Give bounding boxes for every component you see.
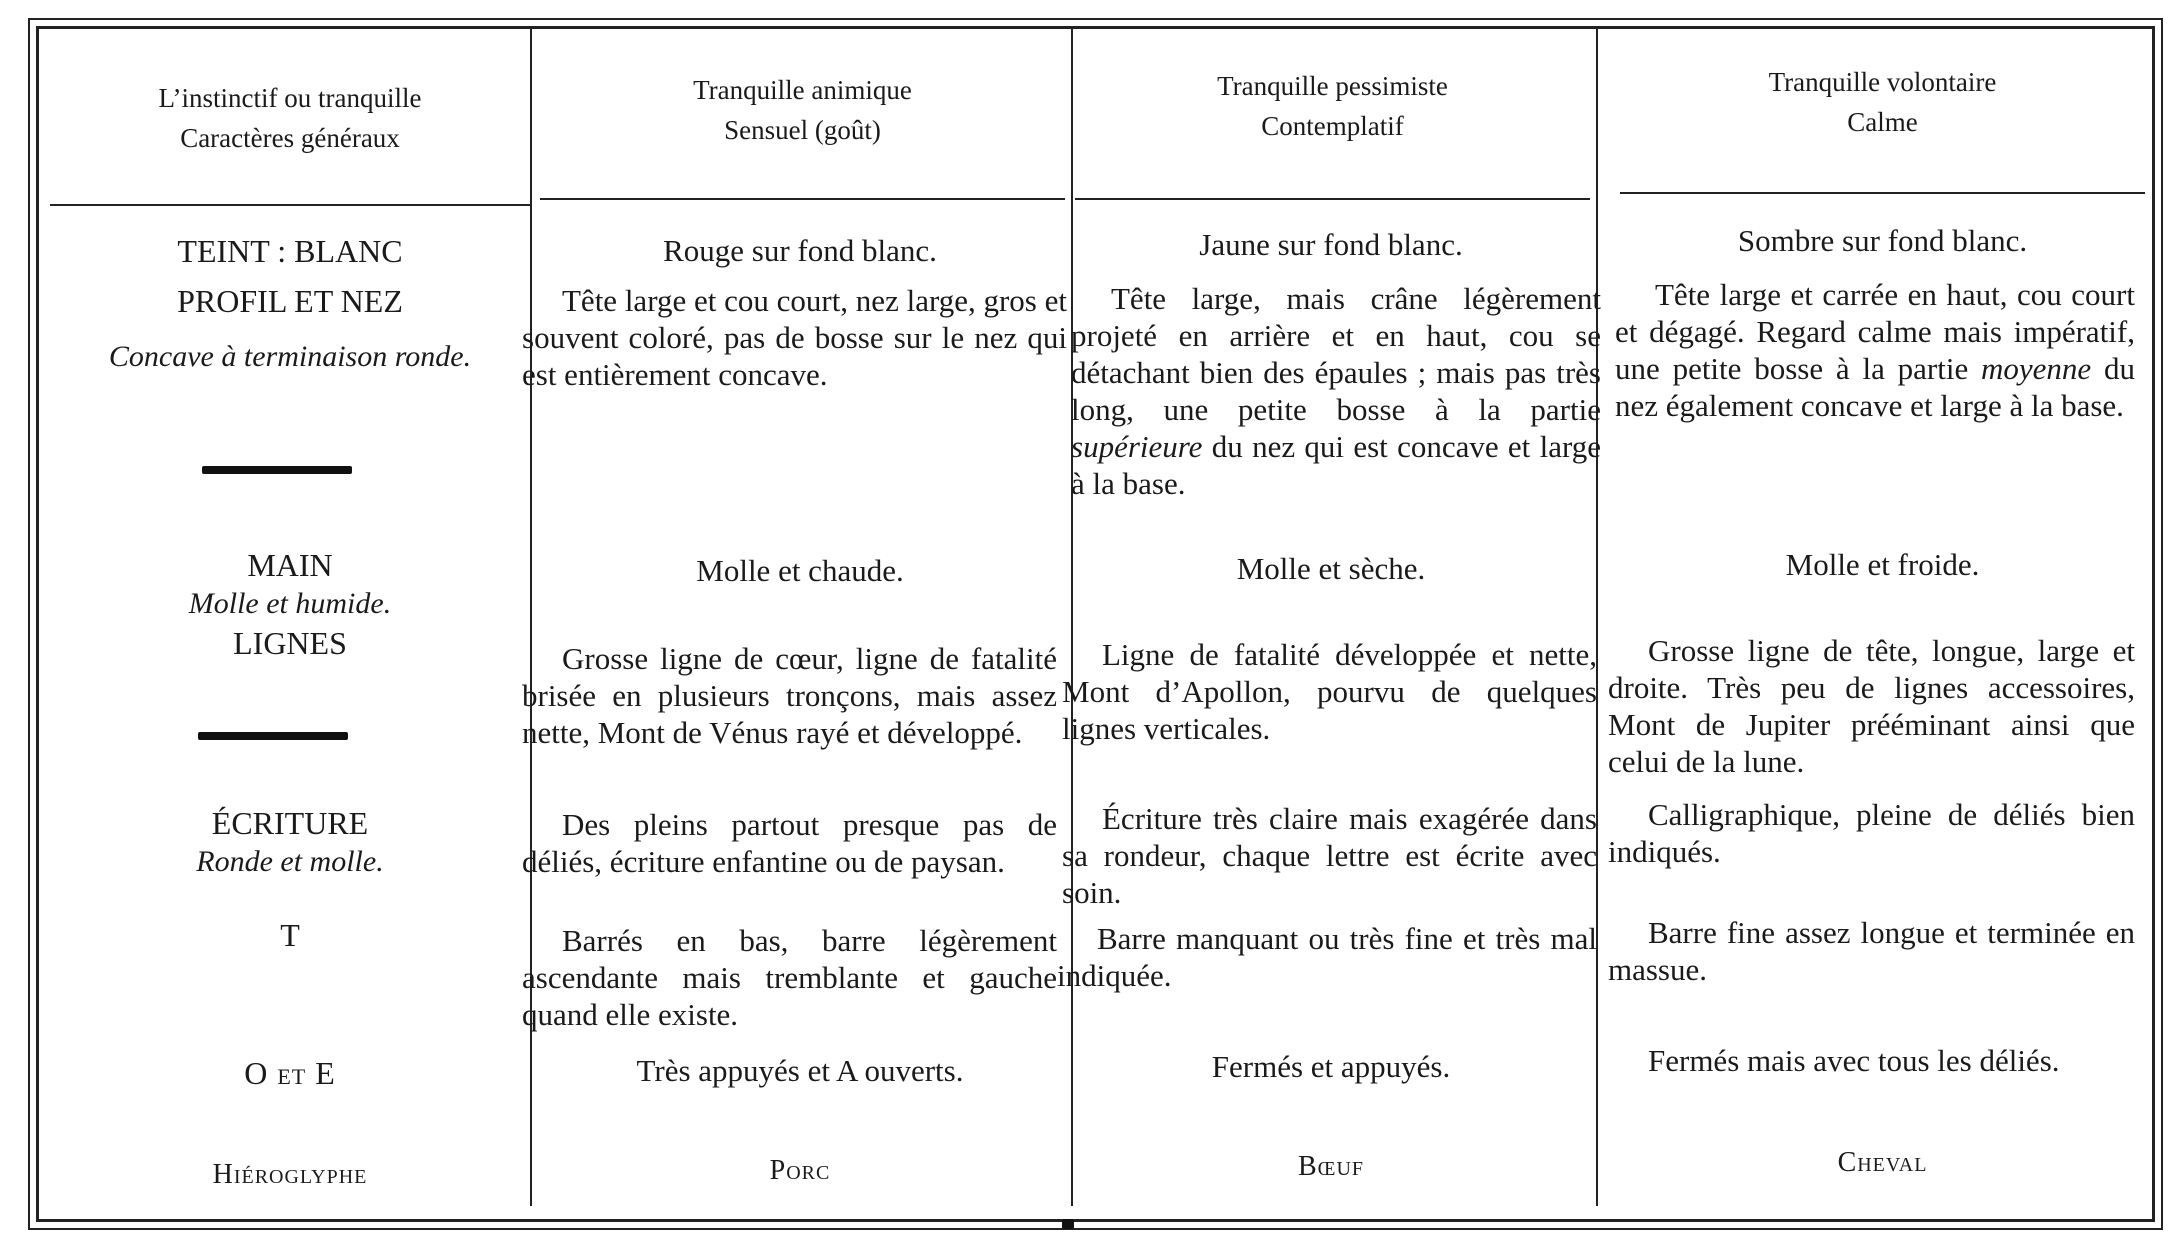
animique-hieroglyphe: Porc <box>769 1155 831 1186</box>
volontaire-hieroglyphe: Cheval <box>1837 1147 1928 1178</box>
label-o-et-e: O et E <box>244 1055 336 1091</box>
volontaire-profil-a: Tête large et carrée en haut, cou court et dégagé. Regard calme mais impératif, une petite bosse à la partie <box>1615 277 2135 386</box>
animique-teint: Rouge sur fond blanc. <box>663 233 937 268</box>
label-lignes: LIGNES <box>233 625 347 661</box>
label-teint: TEINT : BLANC <box>177 233 403 269</box>
animique-t: Barrés en bas, barre légèrement ascendante mais tremblante et gauche quand elle existe. <box>522 923 1057 1032</box>
header-separator <box>1620 192 2145 194</box>
pessimiste-lignes: Ligne de fatalité développée et nette, Mont d’Apollon, pourvu de quelques lignes verticales. <box>1062 637 1597 746</box>
volontaire-profil-b: du nez également concave et large à la base. <box>1615 351 2136 423</box>
volontaire-t: Barre fine assez longue et terminée en massue. <box>1608 915 2135 987</box>
header-general-line1: L’instinctif ou tranquille <box>158 83 422 113</box>
volontaire-teint: Sombre sur fond blanc. <box>1737 223 2028 258</box>
pessimiste-oe: Fermés et appuyés. <box>1211 1049 1451 1084</box>
volontaire-oe: Fermés mais avec tous les déliés. <box>1648 1043 2060 1078</box>
header-general <box>50 78 530 158</box>
pessimiste-ecriture: Écriture très claire mais exagérée dans sa rondeur, chaque lettre est écrite avec soin. <box>1062 801 1597 910</box>
pessimiste-profil-b: du nez qui est concave et large à la base. <box>1071 429 1601 501</box>
header-volontaire-line1: Tranquille volontaire <box>1768 67 1997 97</box>
header-animique <box>540 70 1065 150</box>
animique-main: Molle et chaude. <box>696 553 904 588</box>
volontaire-profil-italic: moyenne <box>1981 351 2092 386</box>
header-animique-line2: Sensuel (goût) <box>724 115 881 145</box>
header-general-line2: Caractères généraux <box>180 123 400 153</box>
header-pessimiste <box>1075 66 1590 146</box>
header-separator <box>1075 198 1590 200</box>
label-profil: PROFIL ET NEZ <box>177 283 403 319</box>
label-t: T <box>280 917 300 953</box>
header-pessimiste-line2: Contemplatif <box>1261 111 1404 141</box>
label-main: MAIN <box>247 547 333 583</box>
label-main-sub: Molle et humide. <box>188 587 392 620</box>
label-ecriture-sub: Ronde et molle. <box>196 845 384 878</box>
pessimiste-teint: Jaune sur fond blanc. <box>1199 227 1463 262</box>
volontaire-ecriture: Calligraphique, pleine de déliés bien indiqués. <box>1608 797 2135 869</box>
pessimiste-main: Molle et sèche. <box>1236 551 1426 586</box>
label-ecriture: ÉCRITURE <box>211 805 369 841</box>
pessimiste-profil-a: Tête large, mais crâne légèrement projeté en arrière et en haut, cou se détachant bien des épaules ; mais pas très long, une petite bosse à la partie <box>1071 281 1601 427</box>
header-volontaire-line2: Calme <box>1847 107 1918 137</box>
separator-bar <box>198 732 348 740</box>
separator-bar <box>202 466 352 474</box>
column-divider <box>1071 28 1073 1206</box>
volontaire-profil <box>1615 276 2135 424</box>
header-pessimiste-line1: Tranquille pessimiste <box>1217 71 1448 101</box>
pessimiste-hieroglyphe: Bœuf <box>1297 1151 1365 1182</box>
animique-profil: Tête large et cou court, nez large, gros et souvent coloré, pas de bosse sur le nez qui est entièrement concave. <box>522 283 1067 392</box>
label-hieroglyphe: Hiéroglyphe <box>212 1159 368 1190</box>
header-animique-line1: Tranquille animique <box>693 75 912 105</box>
pessimiste-profil <box>1071 280 1601 502</box>
header-volontaire <box>1620 62 2145 142</box>
header-separator <box>540 198 1065 200</box>
bottom-border-mark <box>1062 1219 1074 1229</box>
pessimiste-profil-italic: supérieure <box>1071 429 1203 464</box>
animique-lignes: Grosse ligne de cœur, ligne de fatalité brisée en plusieurs tronçons, mais assez nette, Mont de Vénus rayé et développé. <box>522 641 1057 750</box>
animique-ecriture: Des pleins partout presque pas de déliés, écriture enfantine ou de paysan. <box>522 807 1057 879</box>
animique-oe: Très appuyés et A ouverts. <box>636 1053 964 1088</box>
pessimiste-t: Barre manquant ou très fine et très mal indiquée. <box>1057 921 1597 993</box>
volontaire-main: Molle et froide. <box>1785 547 1980 582</box>
label-profil-sub: Concave à terminaison ronde. <box>108 340 472 373</box>
header-separator <box>50 204 530 206</box>
volontaire-lignes: Grosse ligne de tête, longue, large et droite. Très peu de lignes accessoires, Mont de Jupiter prééminant ainsi que celui de la lune. <box>1608 633 2135 779</box>
column-divider <box>1596 28 1598 1206</box>
